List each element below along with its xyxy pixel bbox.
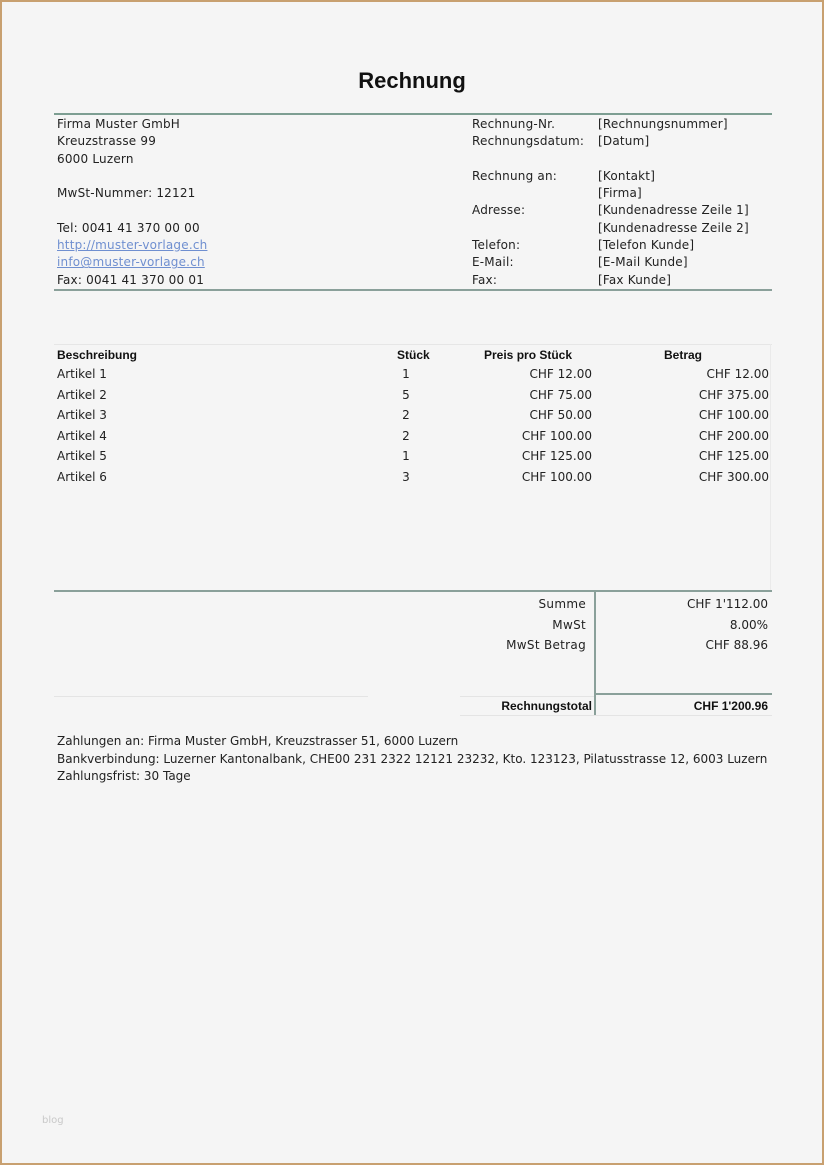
invoice-info-label: Fax: (472, 272, 498, 287)
item-quantity: 1 (402, 367, 410, 381)
sender-city: 6000 Luzern (57, 151, 134, 166)
invoice-info-row (472, 168, 772, 185)
total-label: Rechnungstotal (501, 699, 592, 713)
sender-website-link[interactable]: http://muster-vorlage.ch (57, 238, 208, 253)
table-row (54, 467, 772, 488)
table-row (54, 426, 772, 447)
table-row (54, 405, 772, 426)
sender-phone: Tel: 0041 41 370 00 00 (57, 220, 200, 235)
total-divider (596, 693, 772, 695)
header-description: Beschreibung (57, 348, 138, 362)
item-description: Artikel 6 (57, 469, 107, 484)
items-table-body (54, 364, 772, 488)
invoice-info-row (472, 202, 772, 219)
invoice-info-row (472, 116, 772, 133)
sender-vat-number: MwSt-Nummer: 12121 (57, 186, 196, 201)
item-description: Artikel 4 (57, 428, 107, 443)
watermark: blog (42, 1115, 64, 1126)
invoice-info-value: [Kontakt] (598, 168, 656, 183)
header-amount: Betrag (664, 348, 703, 362)
item-unit-price: CHF 100.00 (521, 428, 592, 443)
vat-amount-value: CHF 88.96 (705, 638, 768, 653)
item-amount: CHF 125.00 (698, 449, 769, 464)
page-title: Rechnung (358, 68, 466, 93)
item-unit-price: CHF 100.00 (521, 469, 592, 484)
item-quantity: 1 (402, 449, 410, 464)
item-description: Artikel 3 (57, 408, 107, 423)
item-quantity: 2 (402, 408, 410, 423)
item-amount: CHF 300.00 (698, 469, 769, 484)
item-description: Artikel 1 (57, 367, 107, 381)
table-row (54, 385, 772, 406)
table-row (54, 446, 772, 467)
item-unit-price: CHF 125.00 (521, 449, 592, 464)
invoice-info-label (472, 185, 598, 202)
invoice-total-row (402, 697, 770, 715)
vat-label: MwSt (552, 617, 586, 632)
item-amount: CHF 100.00 (698, 408, 769, 423)
invoice-info-value (598, 151, 772, 168)
items-table-header (54, 344, 772, 363)
total-value: CHF 1'200.96 (693, 699, 768, 713)
header-divider (54, 289, 772, 291)
sender-email-link[interactable]: info@muster-vorlage.ch (57, 255, 205, 270)
item-amount: CHF 12.00 (706, 367, 769, 381)
invoice-info-label (472, 151, 598, 168)
table-row (54, 364, 772, 385)
item-amount: CHF 200.00 (698, 428, 769, 443)
payment-footer (57, 733, 777, 786)
invoice-info-value: [Kundenadresse Zeile 1] (598, 203, 749, 218)
item-amount: CHF 375.00 (698, 387, 769, 402)
vat-value: 8.00% (729, 617, 768, 632)
item-quantity: 3 (402, 469, 410, 484)
invoice-info-label: E-Mail: (472, 255, 514, 270)
bank-details: Bankverbindung: Luzerner Kantonalbank, CHE00 231 2322 12121 23232, Kto. 123123, Pilatusstrasse 12, 6003 Luzern (57, 751, 768, 766)
invoice-info-row (472, 133, 772, 150)
item-quantity: 5 (402, 387, 410, 402)
invoice-info-label (472, 220, 598, 237)
invoice-info-row (472, 220, 772, 237)
invoice-info-value: [E-Mail Kunde] (598, 255, 688, 270)
payment-to: Zahlungen an: Firma Muster GmbH, Kreuzstrasser 51, 6000 Luzern (57, 734, 459, 748)
top-divider (54, 113, 772, 115)
sum-value: CHF 1'112.00 (686, 597, 768, 611)
invoice-info-label: Rechnung an: (472, 168, 558, 183)
summary-row (402, 615, 770, 636)
header-quantity: Stück (397, 348, 430, 362)
invoice-info-row (472, 151, 772, 168)
invoice-info (472, 116, 772, 289)
invoice-info-label: Adresse: (472, 203, 526, 218)
invoice-info-label: Rechnungsdatum: (472, 134, 585, 149)
item-unit-price: CHF 12.00 (529, 367, 592, 381)
summary-box (402, 594, 770, 656)
invoice-info-value: [Kundenadresse Zeile 2] (598, 220, 749, 235)
invoice-info-row (472, 185, 772, 202)
header-unit-price: Preis pro Stück (484, 348, 573, 362)
invoice-info-row (472, 237, 772, 254)
invoice-info-label: Rechnung-Nr. (472, 117, 556, 131)
invoice-info-value: [Fax Kunde] (598, 272, 672, 287)
invoice-info-label: Telefon: (472, 238, 521, 253)
item-unit-price: CHF 75.00 (529, 387, 592, 402)
summary-divider (54, 590, 772, 592)
sender-street: Kreuzstrasse 99 (57, 134, 157, 149)
item-description: Artikel 2 (57, 387, 107, 402)
sender-company: Firma Muster GmbH (57, 117, 181, 131)
payment-terms: Zahlungsfrist: 30 Tage (57, 769, 191, 783)
item-description: Artikel 5 (57, 449, 107, 464)
invoice-info-value: [Rechnungsnummer] (598, 117, 728, 131)
summary-row (402, 594, 770, 615)
item-unit-price: CHF 50.00 (529, 408, 592, 423)
vat-amount-label: MwSt Betrag (506, 638, 586, 653)
sender-info (57, 116, 437, 289)
sum-label: Summe (538, 597, 586, 611)
invoice-info-row (472, 272, 772, 289)
sender-fax: Fax: 0041 41 370 00 01 (57, 272, 205, 287)
invoice-info-row (472, 254, 772, 271)
invoice-info-value: [Firma] (598, 186, 642, 201)
item-quantity: 2 (402, 428, 410, 443)
summary-row (402, 635, 770, 656)
invoice-info-value: [Datum] (598, 134, 650, 149)
invoice-info-value: [Telefon Kunde] (598, 238, 695, 253)
